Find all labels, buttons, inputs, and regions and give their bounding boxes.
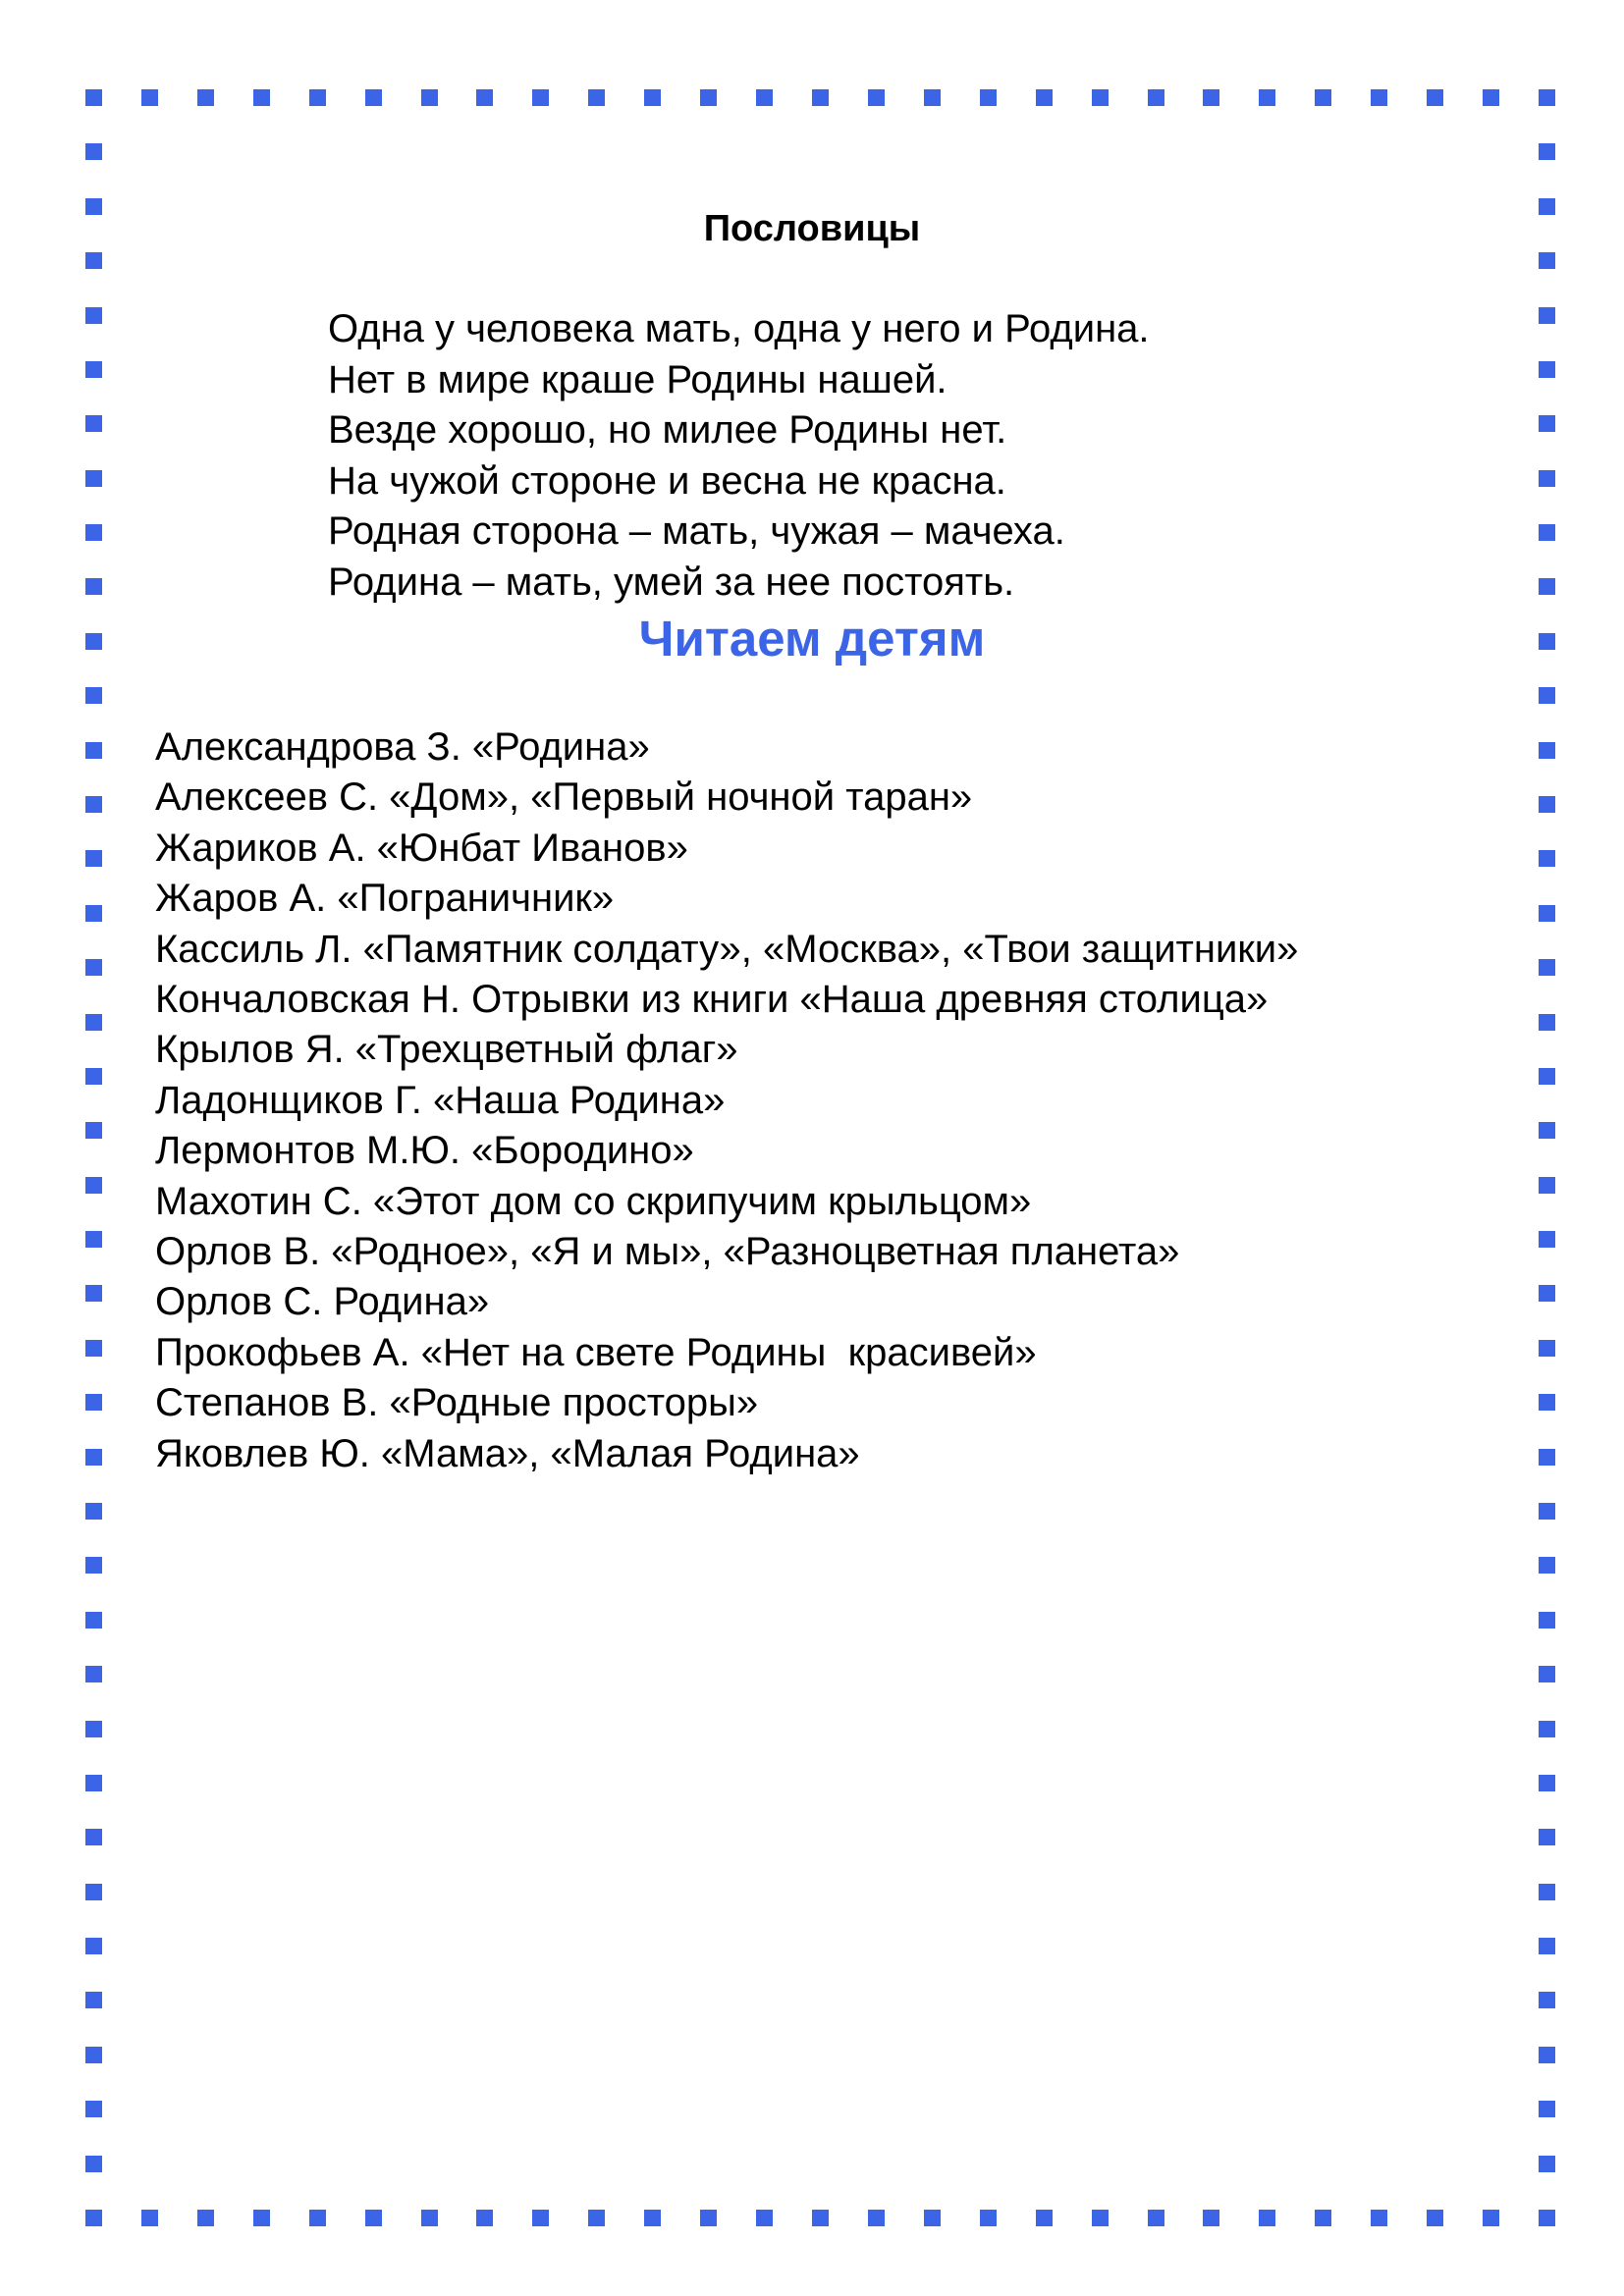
book-item: Орлов В. «Родное», «Я и мы», «Разноцветная планета»	[155, 1230, 1180, 1274]
book-item: Махотин С. «Этот дом со скрипучим крыльцом»	[155, 1179, 1032, 1223]
proverb-item: Нет в мире краше Родины нашей.	[328, 357, 947, 401]
book-item: Кассиль Л. «Памятник солдату», «Москва», «Твои защитники»	[155, 927, 1299, 971]
proverbs-heading: Пословицы	[703, 208, 921, 249]
book-item: Ладонщиков Г. «Наша Родина»	[155, 1078, 726, 1122]
book-item: Кончаловская Н. Отрывки из книги «Наша древняя столица»	[155, 978, 1269, 1022]
book-item: Жариков А. «Юнбат Иванов»	[155, 826, 688, 870]
book-item: Жаров А. «Пограничник»	[155, 877, 615, 921]
book-item: Александрова З. «Родина»	[155, 725, 650, 769]
book-item: Степанов В. «Родные просторы»	[155, 1381, 759, 1425]
book-item: Крылов Я. «Трехцветный флаг»	[155, 1028, 738, 1072]
proverb-item: Везде хорошо, но милее Родины нет.	[328, 408, 1007, 452]
book-item: Яковлев Ю. «Мама», «Малая Родина»	[155, 1431, 860, 1475]
proverb-item: На чужой стороне и весна не красна.	[328, 458, 1006, 503]
proverb-item: Родина – мать, умей за нее постоять.	[328, 560, 1015, 604]
proverb-item: Родная сторона – мать, чужая – мачеха.	[328, 509, 1065, 553]
proverb-item: Одна у человека мать, одна у него и Родина.	[328, 307, 1150, 350]
book-item: Алексеев С. «Дом», «Первый ночной таран»	[155, 775, 973, 820]
book-item: Лермонтов М.Ю. «Бородино»	[155, 1129, 694, 1173]
proverbs-list	[328, 304, 1150, 608]
book-item: Орлов С. Родина»	[155, 1280, 490, 1324]
books-list	[155, 722, 1298, 1479]
book-item: Прокофьев А. «Нет на свете Родины красивей»	[155, 1330, 1037, 1374]
reading-list-heading: Читаем детям	[638, 611, 986, 667]
